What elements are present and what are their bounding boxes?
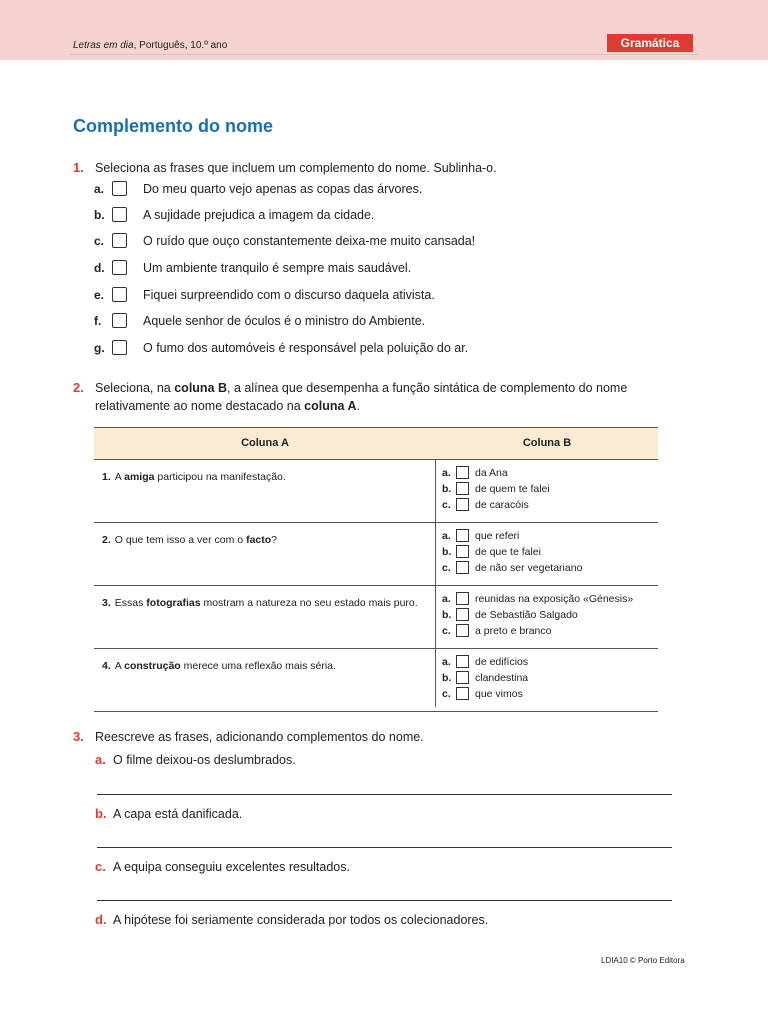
choice-letter: b.: [442, 483, 452, 495]
sentence-part: A: [114, 660, 125, 672]
choice-option[interactable]: [442, 529, 658, 545]
page-title: Complemento do nome: [73, 116, 274, 136]
highlighted-noun: fotografias: [146, 597, 201, 609]
checkbox[interactable]: [456, 482, 469, 495]
choice-letter: a.: [442, 593, 451, 605]
table-row: [94, 523, 658, 586]
checkbox[interactable]: [456, 466, 469, 479]
choice-option[interactable]: [442, 498, 658, 514]
checkbox[interactable]: [456, 624, 469, 637]
checkbox[interactable]: [456, 561, 469, 574]
sentence-part: merece uma reflexão mais séria.: [180, 660, 336, 672]
checkbox[interactable]: [112, 207, 127, 222]
choice-option[interactable]: [442, 545, 658, 561]
column-b-cell: [442, 466, 658, 514]
table-row: [94, 649, 658, 712]
question-3-prompt: Reescreve as frases, adicionando complementos do nome.: [95, 730, 424, 744]
matching-table: [94, 427, 658, 712]
table-header: [94, 427, 658, 460]
choice-option[interactable]: [442, 608, 658, 624]
choice-text: de quem te falei: [475, 483, 550, 495]
choice-option[interactable]: [442, 592, 658, 608]
choice-text: da Ana: [475, 467, 508, 479]
row-number: 4.: [102, 660, 111, 672]
table-row: [94, 586, 658, 649]
choice-text: que referi: [475, 530, 520, 542]
book-subtitle: , Português, 10.º ano: [133, 40, 228, 51]
option-text: Do meu quarto vejo apenas as copas das árvores.: [143, 182, 423, 196]
choice-text: de Sebastião Salgado: [475, 609, 578, 621]
q3-item-d-text: A hipótese foi seriamente considerada por todos os colecionadores.: [113, 913, 489, 927]
choice-text: a preto e branco: [475, 625, 552, 637]
prompt-part: Seleciona, na: [95, 381, 175, 395]
sentence-part: O que tem isso a ver com o: [114, 534, 247, 546]
sentence-part: A: [114, 471, 125, 483]
checkbox[interactable]: [456, 498, 469, 511]
option-letter: a.: [94, 182, 105, 196]
book-title: Letras em dia: [73, 40, 134, 51]
choice-text: reunidas na exposição «Génesis»: [475, 593, 634, 605]
checkbox[interactable]: [112, 181, 127, 196]
option-text: Um ambiente tranquilo é sempre mais saudável.: [143, 261, 412, 275]
highlighted-noun: amiga: [124, 471, 155, 483]
choice-option[interactable]: [442, 655, 658, 671]
sentence-part: ?: [271, 534, 278, 546]
q3-item-b-text: A capa está danificada.: [113, 807, 243, 821]
choice-option[interactable]: [442, 671, 658, 687]
choice-text: de que te falei: [475, 546, 541, 558]
section-badge: Gramática: [607, 34, 693, 52]
column-b-header: Coluna B: [522, 437, 572, 449]
choice-option[interactable]: [442, 561, 658, 577]
choice-letter: a.: [442, 530, 451, 542]
choice-option[interactable]: [442, 482, 658, 498]
question-2-number: 2.: [73, 380, 84, 395]
prompt-part: relativamente ao nome destacado na: [95, 399, 305, 413]
checkbox[interactable]: [112, 233, 127, 248]
question-3-number: 3.: [73, 729, 84, 744]
choice-letter: a.: [442, 656, 451, 668]
checkbox[interactable]: [456, 545, 469, 558]
checkbox[interactable]: [456, 529, 469, 542]
prompt-part: , a alínea que desempenha a função sintática de complemento do nome: [227, 381, 628, 395]
choice-text: clandestina: [475, 672, 529, 684]
q3-item-a-letter: a.: [95, 752, 106, 767]
q3-item-c-letter: c.: [95, 859, 106, 874]
question-2-prompt: [95, 379, 685, 415]
column-b-cell: [442, 655, 658, 703]
choice-letter: a.: [442, 467, 451, 479]
option-letter: b.: [94, 208, 105, 222]
sentence-part: mostram a natureza no seu estado mais puro.: [200, 597, 418, 609]
column-a-cell: [102, 595, 427, 611]
choice-letter: c.: [442, 562, 451, 574]
checkbox[interactable]: [112, 313, 127, 328]
question-1-number: 1.: [73, 160, 84, 175]
option-text: A sujidade prejudica a imagem da cidade.: [143, 208, 375, 222]
choice-letter: c.: [442, 688, 451, 700]
answer-line[interactable]: [97, 847, 672, 848]
checkbox[interactable]: [112, 340, 127, 355]
option-letter: c.: [94, 234, 105, 248]
column-a-header: Coluna A: [241, 437, 289, 449]
choice-option[interactable]: [442, 624, 658, 640]
prompt-part: .: [356, 399, 360, 413]
book-reference: [73, 40, 227, 51]
sentence-part: Essas: [114, 597, 147, 609]
choice-letter: b.: [442, 546, 452, 558]
footer-copyright: LDIA10 © Porto Editora: [601, 956, 685, 965]
row-number: 2.: [102, 534, 111, 546]
answer-line[interactable]: [97, 794, 672, 795]
header-divider: [70, 54, 698, 55]
checkbox[interactable]: [456, 655, 469, 668]
choice-letter: c.: [442, 499, 451, 511]
question-1-prompt: Seleciona as frases que incluem um complemento do nome. Sublinha-o.: [95, 161, 497, 175]
checkbox[interactable]: [456, 592, 469, 605]
choice-letter: b.: [442, 609, 452, 621]
q3-item-b-letter: b.: [95, 806, 107, 821]
highlighted-noun: construção: [124, 660, 181, 672]
choice-text: de caracóis: [475, 499, 529, 511]
prompt-bold: coluna A: [304, 399, 357, 413]
option-text: Aquele senhor de óculos é o ministro do Ambiente.: [143, 314, 426, 328]
checkbox[interactable]: [112, 287, 127, 302]
column-b-cell: [442, 592, 658, 640]
checkbox[interactable]: [456, 671, 469, 684]
choice-letter: b.: [442, 672, 452, 684]
option-letter: g.: [94, 341, 105, 355]
column-a-cell: [102, 658, 427, 674]
highlighted-noun: facto: [246, 534, 272, 546]
row-number: 1.: [102, 471, 111, 483]
choice-letter: c.: [442, 625, 451, 637]
option-letter: f.: [94, 314, 102, 328]
column-a-cell: [102, 469, 427, 485]
checkbox[interactable]: [456, 608, 469, 621]
option-text: O fumo dos automóveis é responsável pela poluição do ar.: [143, 341, 469, 355]
checkbox[interactable]: [112, 260, 127, 275]
option-letter: d.: [94, 261, 105, 275]
column-b-cell: [442, 529, 658, 577]
option-text: O ruído que ouço constantemente deixa-me muito cansada!: [143, 234, 476, 248]
answer-line[interactable]: [97, 900, 672, 901]
checkbox[interactable]: [456, 687, 469, 700]
q3-item-a-text: O filme deixou-os deslumbrados.: [113, 753, 296, 767]
choice-text: de não ser vegetariano: [475, 562, 583, 574]
column-a-cell: [102, 532, 427, 548]
q3-item-d-letter: d.: [95, 912, 107, 927]
row-number: 3.: [102, 597, 111, 609]
choice-option[interactable]: [442, 466, 658, 482]
choice-text: que vimos: [475, 688, 523, 700]
option-text: Fiquei surpreendido com o discurso daquela ativista.: [143, 288, 435, 302]
table-row: [94, 460, 658, 523]
q3-item-c-text: A equipa conseguiu excelentes resultados.: [113, 860, 350, 874]
prompt-bold: coluna B: [174, 381, 228, 395]
sentence-part: participou na manifestação.: [154, 471, 286, 483]
choice-option[interactable]: [442, 687, 658, 703]
option-letter: e.: [94, 288, 105, 302]
choice-text: de edifícios: [475, 656, 529, 668]
